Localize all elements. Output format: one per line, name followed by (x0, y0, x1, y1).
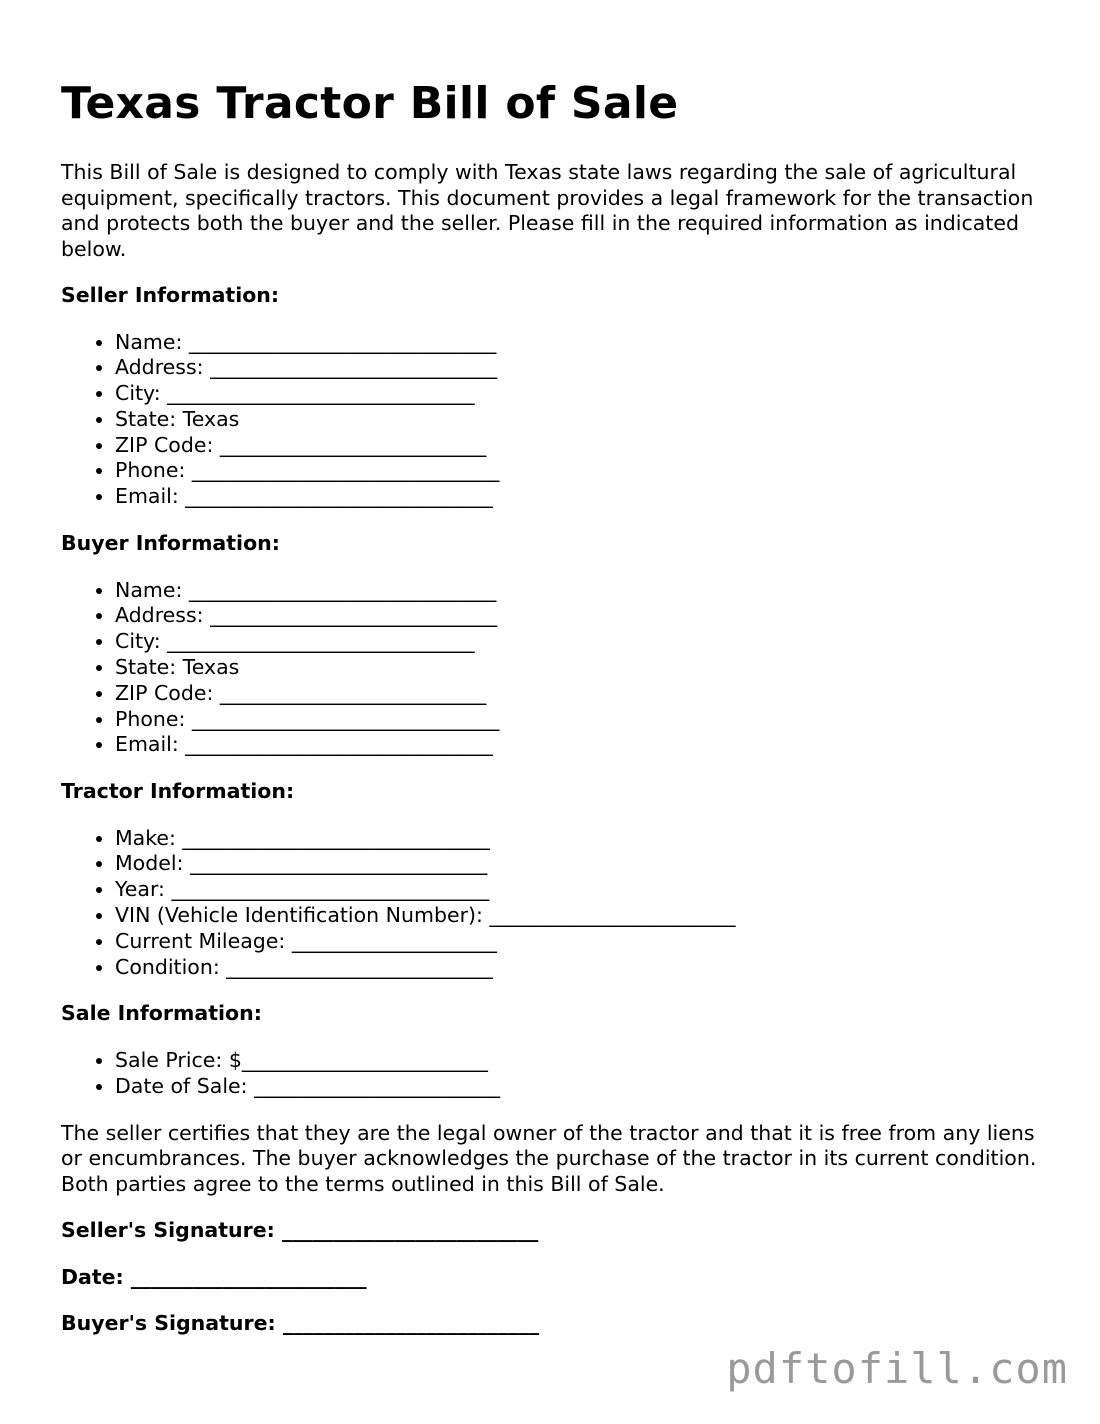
tractor-info-list (61, 826, 1051, 981)
seller-address-field[interactable]: • Address: ____________________________ (115, 355, 1051, 381)
watermark: pdftofill.com (726, 1344, 1068, 1393)
certification-statement: The seller certifies that they are the legal owner of the tractor and that it is free from any liens or encumbrances. The buyer acknowledges the purchase of the tractor in its current condition. Both parties agree to the terms outlined in this Bill of Sale. (61, 1120, 1037, 1196)
seller-zip-field[interactable]: • ZIP Code: __________________________ (115, 433, 1051, 459)
buyer-phone-field[interactable]: • Phone: ______________________________ (115, 707, 1051, 733)
buyer-section-heading: Buyer Information: (61, 531, 280, 556)
seller-state-field: • State: Texas (115, 407, 1051, 433)
intro-paragraph: This Bill of Sale is designed to comply with Texas state laws regarding the sale of agricultural equipment, specifically tractors. This document provides a legal framework for the transaction and protects both the buyer and the seller. Please fill in the required information as indicated below. (61, 160, 1034, 261)
seller-section-heading: Seller Information: (61, 283, 280, 307)
sale-date-field[interactable]: • Date of Sale: ________________________ (115, 1074, 1051, 1100)
tractor-condition-field[interactable]: • Condition: __________________________ (115, 955, 1051, 981)
buyer-address-field[interactable]: • Address: ____________________________ (115, 603, 1051, 629)
seller-phone-field[interactable]: • Phone: ______________________________ (115, 458, 1051, 484)
signature-date-field[interactable]: Date: _______________________ (61, 1264, 367, 1289)
seller-signature-field[interactable]: Seller's Signature: _________________________ (61, 1218, 539, 1243)
sale-section-heading: Sale Information: (61, 1001, 262, 1026)
seller-name-field[interactable]: • Name: ______________________________ (115, 330, 1051, 356)
buyer-info-list (61, 578, 1051, 759)
tractor-year-field[interactable]: • Year: _______________________________ (115, 877, 1051, 903)
seller-info-list (61, 330, 1051, 511)
buyer-state-field: • State: Texas (115, 655, 1051, 681)
sale-info-list (61, 1048, 1051, 1100)
sale-price-field[interactable]: • Sale Price: $________________________ (115, 1048, 1051, 1074)
buyer-name-field[interactable]: • Name: ______________________________ (115, 578, 1051, 604)
buyer-zip-field[interactable]: • ZIP Code: __________________________ (115, 681, 1051, 707)
buyer-signature-field[interactable]: Buyer's Signature: _________________________ (61, 1311, 540, 1336)
document-title: Texas Tractor Bill of Sale (61, 78, 679, 129)
tractor-mileage-field[interactable]: • Current Mileage: ____________________ (115, 929, 1051, 955)
tractor-make-field[interactable]: • Make: ______________________________ (115, 826, 1051, 852)
tractor-section-heading: Tractor Information: (61, 779, 295, 804)
seller-city-field[interactable]: • City: ______________________________ (115, 381, 1051, 407)
seller-email-field[interactable]: • Email: ______________________________ (115, 484, 1051, 510)
document-page (61, 78, 1051, 1337)
tractor-vin-field[interactable]: • VIN (Vehicle Identification Number): ________________________ (115, 903, 1051, 929)
buyer-email-field[interactable]: • Email: ______________________________ (115, 732, 1051, 758)
tractor-model-field[interactable]: • Model: _____________________________ (115, 851, 1051, 877)
buyer-city-field[interactable]: • City: ______________________________ (115, 629, 1051, 655)
